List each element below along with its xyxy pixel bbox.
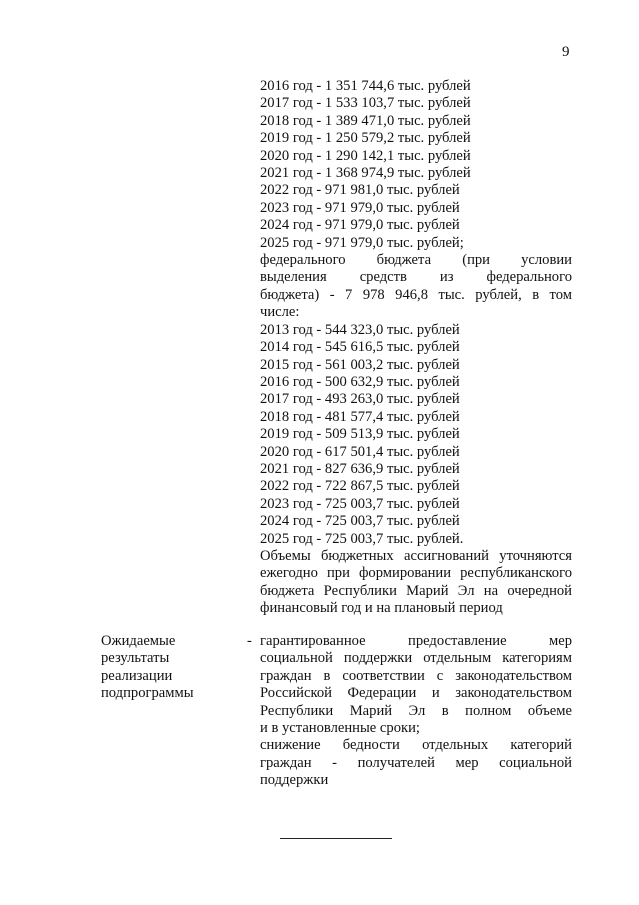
budget-line: 2016 год - 1 351 744,6 тыс. рублей: [260, 78, 471, 94]
results-line: Российской Федерации и законодательством: [260, 685, 572, 702]
results-line: граждан - получателей мер социальной: [260, 754, 572, 771]
federal-budget-line: 2013 год - 544 323,0 тыс. рублей: [260, 321, 460, 338]
results-text: [260, 633, 572, 790]
results-line: социальной поддержки отдельным категориям: [260, 650, 572, 667]
results-label-line: реализации: [101, 667, 173, 684]
budget-line: 2017 год - 1 533 103,7 тыс. рублей: [260, 95, 471, 112]
footer-divider: [280, 838, 392, 839]
federal-line: бюджета) - 7 978 946,8 тыс. рублей, в том: [260, 286, 572, 303]
federal-budget-line: 2018 год - 481 577,4 тыс. рублей: [260, 408, 460, 425]
federal-line: выделения средств из федерального: [260, 269, 572, 286]
federal-budget-line: 2025 год - 725 003,7 тыс. рублей.: [260, 530, 464, 547]
results-line: и в установленные сроки;: [260, 720, 420, 737]
federal-budget-line: 2014 год - 545 616,5 тыс. рублей: [260, 339, 460, 356]
results-dash: -: [247, 633, 252, 649]
note-line: финансовый год и на плановый период: [260, 600, 503, 617]
budget-line: 2022 год - 971 981,0 тыс. рублей: [260, 182, 460, 199]
results-label-line: результаты: [101, 650, 170, 667]
results-line: гарантированное предоставление мер: [260, 633, 572, 649]
budget-line: 2025 год - 971 979,0 тыс. рублей;: [260, 234, 464, 251]
budget-line: 2018 год - 1 389 471,0 тыс. рублей: [260, 112, 471, 129]
federal-budget-line: 2020 год - 617 501,4 тыс. рублей: [260, 443, 460, 460]
federal-line: числе:: [260, 304, 300, 321]
federal-budget-line: 2022 год - 722 867,5 тыс. рублей: [260, 478, 460, 495]
federal-budget-line: 2016 год - 500 632,9 тыс. рублей: [260, 373, 460, 390]
budget-line: 2023 год - 971 979,0 тыс. рублей: [260, 199, 460, 216]
results-line: граждан в соответствии с законодательством: [260, 667, 572, 684]
note-line: бюджета Республики Марий Эл на очередной: [260, 582, 572, 599]
results-line: Республики Марий Эл в полном объеме: [260, 702, 572, 719]
page-number: 9: [562, 44, 570, 60]
results-label: [101, 633, 251, 703]
federal-budget-line: 2019 год - 509 513,9 тыс. рублей: [260, 426, 460, 443]
budget-line: 2024 год - 971 979,0 тыс. рублей: [260, 217, 460, 234]
federal-budget-line: 2023 год - 725 003,7 тыс. рублей: [260, 495, 460, 512]
budget-line: 2020 год - 1 290 142,1 тыс. рублей: [260, 147, 471, 164]
note-line: ежегодно при формировании республиканского: [260, 565, 572, 582]
note-line: Объемы бюджетных ассигнований уточняются: [260, 547, 572, 564]
results-line: снижение бедности отдельных категорий: [260, 737, 572, 754]
federal-line: федерального бюджета (при условии: [260, 252, 572, 269]
federal-budget-line: 2015 год - 561 003,2 тыс. рублей: [260, 356, 460, 373]
budget-line: 2021 год - 1 368 974,9 тыс. рублей: [260, 165, 471, 182]
federal-budget-line: 2024 год - 725 003,7 тыс. рублей: [260, 513, 460, 530]
federal-budget-line: 2017 год - 493 263,0 тыс. рублей: [260, 391, 460, 408]
financing-column: [260, 78, 572, 618]
results-line: поддержки: [260, 772, 329, 789]
results-label-line: Ожидаемые: [101, 633, 176, 649]
budget-line: 2019 год - 1 250 579,2 тыс. рублей: [260, 130, 471, 147]
results-label-line: подпрограммы: [101, 685, 194, 702]
federal-budget-line: 2021 год - 827 636,9 тыс. рублей: [260, 460, 460, 477]
